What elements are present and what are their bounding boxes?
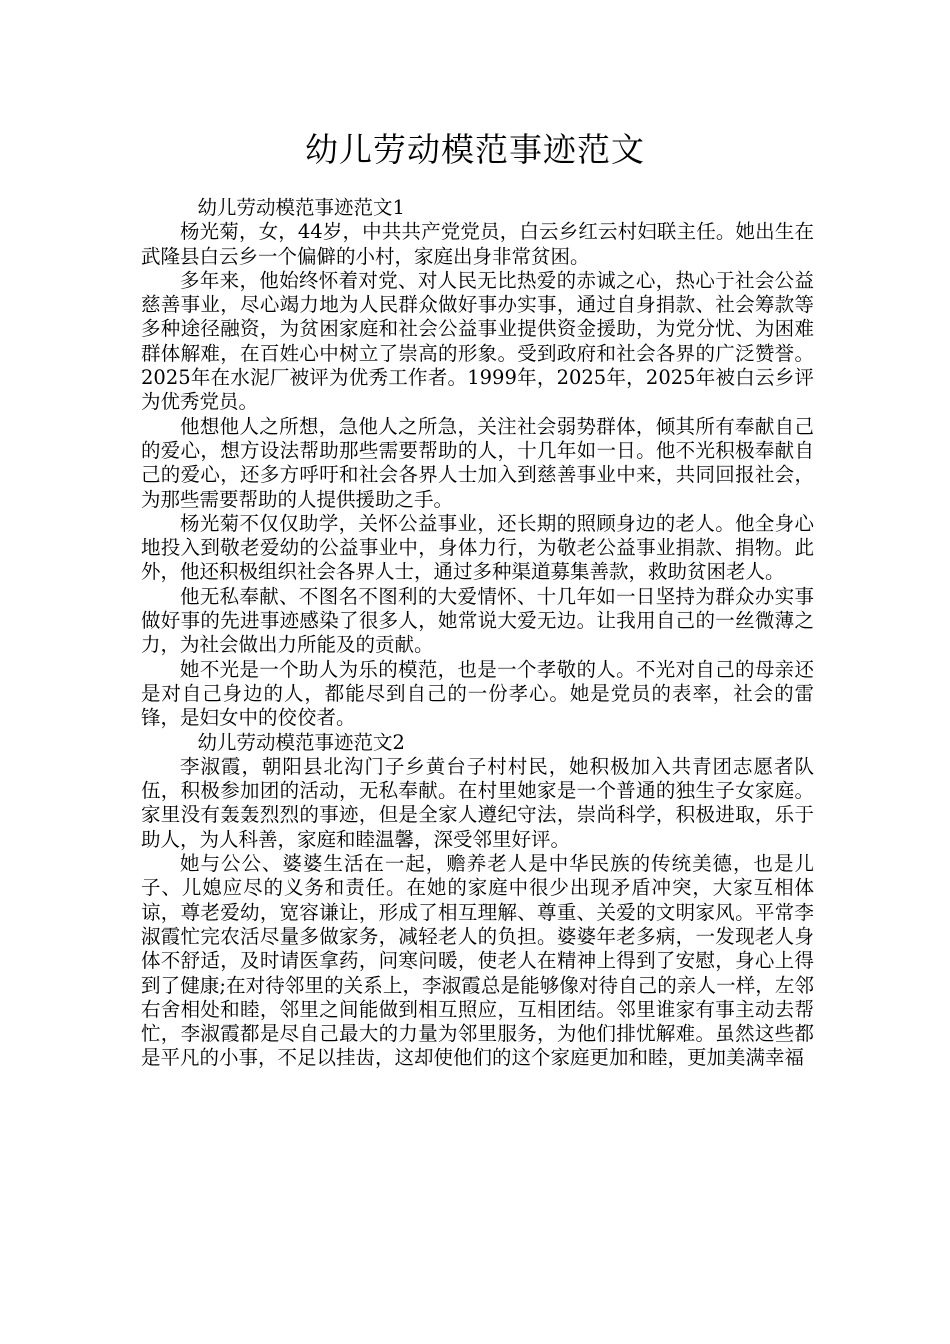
paragraph: 她不光是一个助人为乐的模范，也是一个孝敬的人。不光对自己的母亲还是对自己身边的人，都能尽到自己的一份孝心。她是党员的表率，社会的雷锋，是妇女中的佼佼者。 (141, 657, 814, 730)
section-heading-2: 幼儿劳动模范事迹范文2 (197, 730, 405, 754)
paragraph: 李淑霞，朝阳县北沟门子乡黄台子村村民，她积极加入共青团志愿者队伍，积极参加团的活动，无私奉献。在村里她家是一个普通的独生子女家庭。家里没有轰轰烈烈的事迹，但是全家人遵纪守法，崇尚科学，积极进取，乐于助人，为人科善，家庭和睦温馨，深受邻里好评。 (141, 754, 814, 851)
section-heading-1: 幼儿劳动模范事迹范文1 (197, 196, 405, 219)
document-body (141, 196, 814, 1071)
document-title: 幼儿劳动模范事迹范文 (305, 130, 645, 169)
paragraph: 他想他人之所想，急他人之所急，关注社会弱势群体，倾其所有奉献自己的爱心，想方设法帮助那些需要帮助的人，十几年如一日。他不光积极奉献自己的爱心，还多方呼吁和社会各界人士加入到慈善事业中来，共同回报社会，为那些需要帮助的人提供援助之手。 (141, 414, 814, 511)
paragraph: 她与公公、婆婆生活在一起，赡养老人是中华民族的传统美德，也是儿子、儿媳应尽的义务和责任。在她的家庭中很少出现矛盾冲突，大家互相体谅，尊老爱幼，宽容谦让，形成了相互理解、尊重、关爱的文明家风。平常李淑霞忙完农活尽量多做家务，减轻老人的负担。婆婆年老多病，一发现老人身体不舒适，及时请医拿药，问寒问暖，使老人在精神上得到了安慰，身心上得到了健康;在对待邻里的关系上，李淑霞总是能够像对待自己的亲人一样，左邻右舍相处和睦，邻里之间能做到相互照应，互相团结。邻里谁家有事主动去帮忙，李淑霞都是尽自己最大的力量为邻里服务，为他们排忧解难。虽然这些都是平凡的小事，不足以挂齿，这却使他们的这个家庭更加和睦，更加美满幸福 (141, 852, 814, 1070)
paragraph: 多年来，他始终怀着对党、对人民无比热爱的赤诚之心，热心于社会公益慈善事业，尽心竭力地为人民群众做好事办实事，通过自身捐款、社会筹款等多种途径融资，为贫困家庭和社会公益事业提供资金援助，为党分忧、为困难群体解难，在百姓心中树立了崇高的形象。受到政府和社会各界的广泛赞誉。2025年在水泥厂被评为优秀工作者。1999年，2025年，2025年被白云乡评为优秀党员。 (141, 268, 814, 414)
paragraph: 杨光菊，女，44岁，中共共产党党员，白云乡红云村妇联主任。她出生在武隆县白云乡一个偏僻的小村，家庭出身非常贫困。 (141, 220, 814, 268)
paragraph: 杨光菊不仅仅助学，关怀公益事业，还长期的照顾身边的老人。他全身心地投入到敬老爱幼的公益事业中，身体力行，为敬老公益事业捐款、捐物。此外，他还积极组织社会各界人士，通过多种渠道募集善款，救助贫困老人。 (141, 511, 814, 584)
paragraph: 他无私奉献、不图名不图利的大爱情怀、十几年如一日坚持为群众办实事做好事的先进事迹感染了很多人，她常说大爱无边。让我用自己的一丝微薄之力，为社会做出力所能及的贡献。 (141, 584, 814, 657)
